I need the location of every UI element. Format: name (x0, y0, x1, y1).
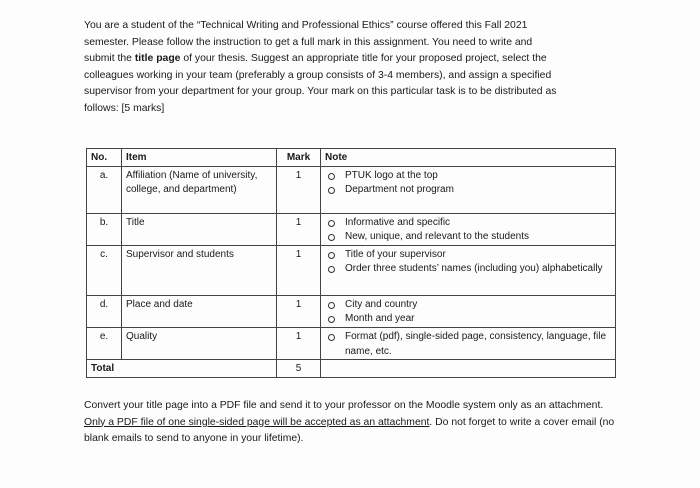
circle-bullet-icon (328, 173, 335, 180)
row-no: c. (87, 245, 122, 295)
note-text: Title of your supervisor (345, 248, 446, 260)
list-item (325, 169, 611, 184)
row-mark: 1 (277, 245, 321, 295)
intro-line-4: colleagues working in your team (preferably a group consists of 3-4 members), and assign a specified (84, 69, 552, 81)
list-item (325, 330, 611, 359)
circle-bullet-icon (328, 302, 335, 309)
table-row (87, 166, 616, 213)
row-item: Supervisor and students (122, 245, 277, 295)
instructions-paragraph (84, 18, 619, 118)
note-text: Order three students’ names (including you) alphabetically (345, 263, 603, 275)
total-note (321, 360, 616, 378)
intro-line-6: follows: [5 marks] (84, 102, 165, 114)
intro-line-1: You are a student of the “Technical Writing and Professional Ethics” course offered this Fall 2021 (84, 20, 528, 31)
header-no: No. (87, 149, 122, 167)
note-text: Department not program (345, 184, 454, 196)
list-item (325, 298, 611, 313)
submission-text-1: Convert your title page into a PDF file and send it to your professor on the Moodle system only as an attachment. (84, 400, 604, 411)
row-mark: 1 (277, 327, 321, 359)
marking-table (86, 148, 616, 378)
total-row (87, 360, 616, 378)
row-note (321, 327, 616, 359)
circle-bullet-icon (328, 220, 335, 227)
row-no: b. (87, 213, 122, 245)
row-mark: 1 (277, 295, 321, 327)
note-text: PTUK logo at the top (345, 169, 438, 181)
circle-bullet-icon (328, 316, 335, 323)
submission-text-2: . Do not forget to write a cover email (no blank emails to send to anyone in your lifetime). (84, 416, 615, 445)
header-note: Note (321, 149, 616, 167)
note-text: City and country (345, 298, 418, 310)
row-no: d. (87, 295, 122, 327)
table-row (87, 245, 616, 295)
intro-line-2: semester. Please follow the instruction to get a full mark in this assignment. You need to write and (84, 36, 533, 48)
row-note (321, 245, 616, 295)
row-item: Place and date (122, 295, 277, 327)
row-mark: 1 (277, 166, 321, 213)
row-item: Title (122, 213, 277, 245)
header-mark: Mark (277, 149, 321, 167)
row-item: Affiliation (Name of university, college, and department) (122, 166, 277, 213)
row-note (321, 295, 616, 327)
table-row (87, 295, 616, 327)
circle-bullet-icon (328, 252, 335, 259)
list-item (325, 262, 611, 277)
list-item (325, 183, 611, 198)
row-note (321, 166, 616, 213)
circle-bullet-icon (328, 187, 335, 194)
note-text: New, unique, and relevant to the students (345, 231, 530, 243)
row-mark: 1 (277, 213, 321, 245)
intro-line-3-post: of your thesis. Suggest an appropriate title for your proposed project, select the (180, 53, 547, 65)
row-no: e. (87, 327, 122, 359)
list-item (325, 230, 611, 245)
header-item: Item (122, 149, 277, 167)
note-text: Month and year (345, 313, 415, 325)
list-item (325, 216, 611, 231)
table-row (87, 327, 616, 359)
circle-bullet-icon (328, 234, 335, 241)
pdf-requirement-underlined: Only a PDF file of one single-sided page will be accepted as an attachment (84, 416, 430, 428)
total-mark: 5 (277, 360, 321, 378)
circle-bullet-icon (328, 266, 335, 273)
total-label (87, 360, 277, 378)
table-header-row (87, 149, 616, 167)
row-no: a. (87, 166, 122, 213)
intro-line-5: supervisor from your department for your group. Your mark on this particular task is to be distributed as (84, 86, 557, 98)
row-note (321, 213, 616, 245)
total-label-text: Total (91, 363, 115, 375)
circle-bullet-icon (328, 334, 335, 341)
table-row (87, 213, 616, 245)
row-item: Quality (122, 327, 277, 359)
submission-paragraph (84, 398, 624, 448)
intro-line-3-pre: submit the (84, 53, 135, 65)
note-text: Format (pdf), single-sided page, consistency, language, file name, etc. (345, 330, 607, 357)
list-item (325, 248, 611, 263)
note-text: Informative and specific (345, 216, 451, 228)
list-item (325, 312, 611, 327)
title-page-emphasis: title page (134, 53, 181, 65)
